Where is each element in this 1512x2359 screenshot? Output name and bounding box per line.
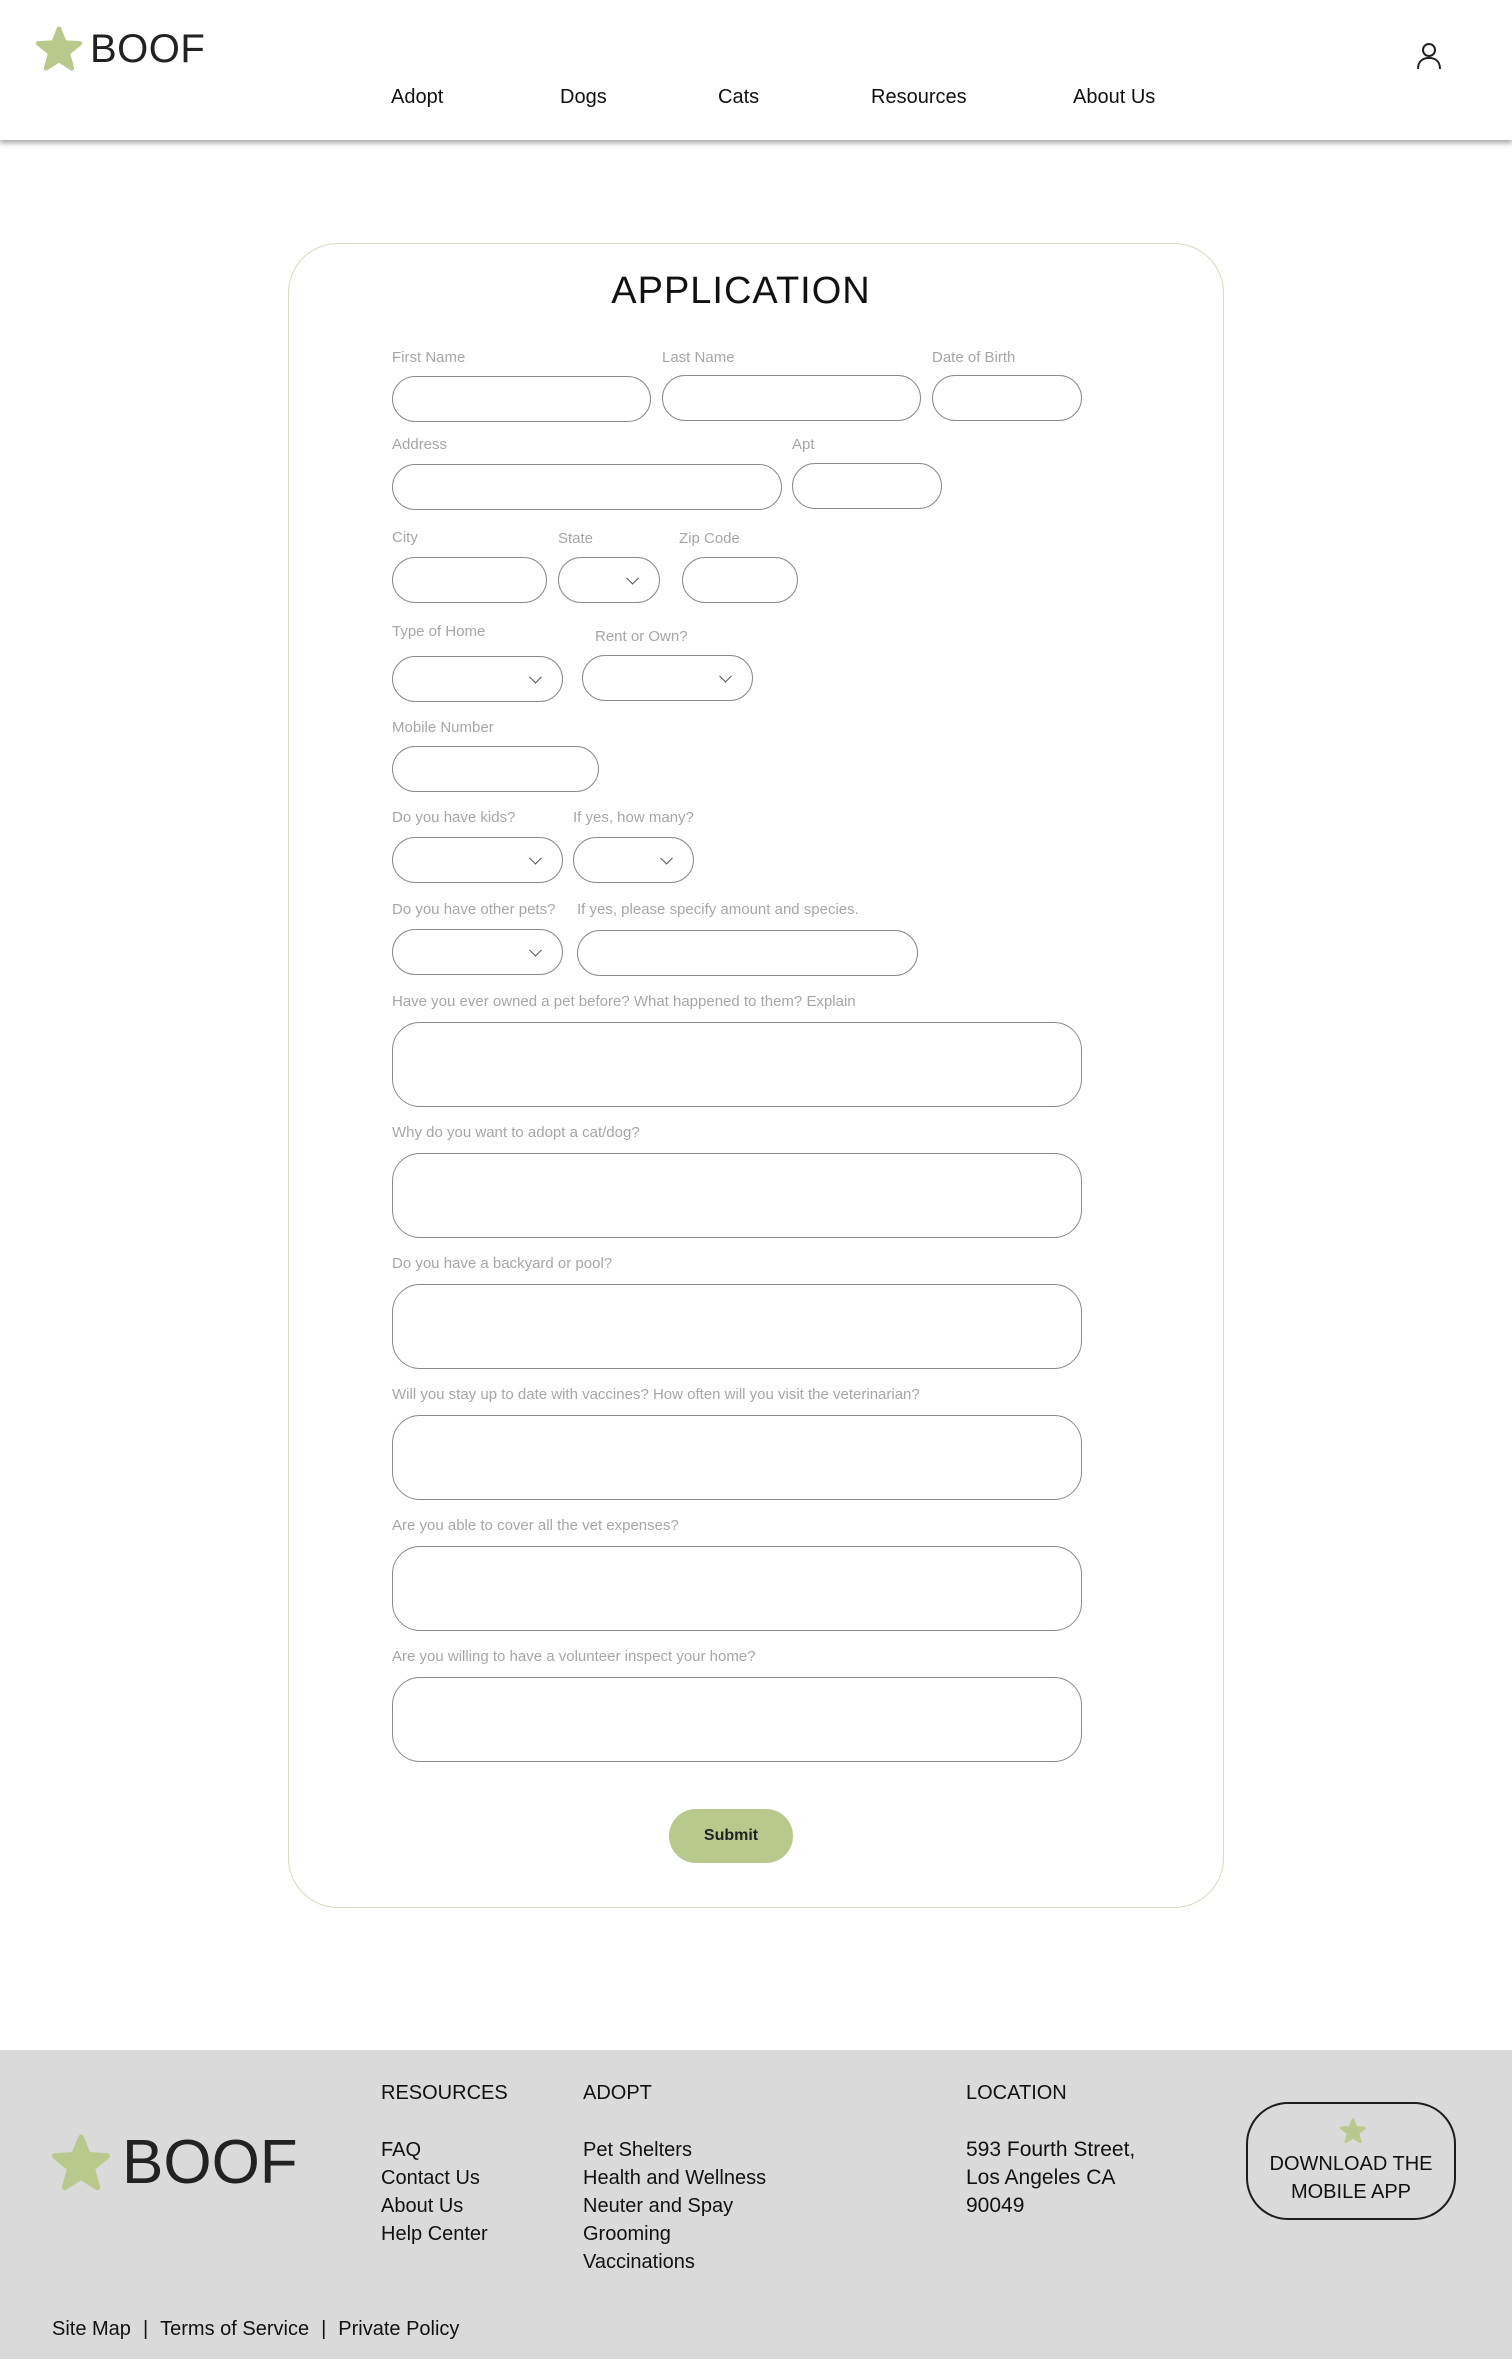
home-inspect-textarea[interactable] xyxy=(392,1677,1082,1762)
star-logo-icon xyxy=(36,26,82,72)
address-field[interactable] xyxy=(392,464,782,510)
nav-resources[interactable]: Resources xyxy=(871,86,967,108)
main-nav xyxy=(0,86,1512,116)
address-line: Los Angeles CA xyxy=(966,2166,1116,2189)
pets-label: Do you have other pets? xyxy=(392,901,556,918)
city-label: City xyxy=(392,529,418,546)
rent-own-label: Rent or Own? xyxy=(595,628,688,645)
site-footer xyxy=(0,2050,1512,2359)
footer-link-vaccinations[interactable]: Vaccinations xyxy=(583,2251,695,2273)
dob-field[interactable] xyxy=(932,375,1082,421)
kids-select[interactable] xyxy=(392,837,563,883)
terms-link[interactable]: Terms of Service xyxy=(160,2318,310,2340)
site-header xyxy=(0,0,1512,140)
footer-link-faq[interactable]: FAQ xyxy=(381,2139,422,2161)
divider: | xyxy=(321,2318,327,2340)
footer-logo[interactable] xyxy=(52,2128,298,2197)
vet-expenses-textarea[interactable] xyxy=(392,1546,1082,1631)
owned-pet-label: Have you ever owned a pet before? What happened to them? Explain xyxy=(392,993,856,1010)
page-title: APPLICATION xyxy=(611,270,871,312)
zip-field[interactable] xyxy=(682,557,798,603)
pets-specify-field[interactable] xyxy=(577,930,918,976)
vaccines-textarea[interactable] xyxy=(392,1415,1082,1500)
download-app-line2: MOBILE APP xyxy=(1290,2181,1412,2203)
footer-link-grooming[interactable]: Grooming xyxy=(583,2223,671,2245)
why-adopt-label: Why do you want to adopt a cat/dog? xyxy=(392,1124,640,1141)
footer-link-contact-us[interactable]: Contact Us xyxy=(381,2167,480,2189)
state-select[interactable] xyxy=(558,557,660,603)
first-name-label: First Name xyxy=(392,349,466,366)
footer-adopt-heading: ADOPT xyxy=(583,2082,652,2104)
star-logo-icon xyxy=(52,2134,110,2192)
chevron-down-icon xyxy=(626,572,639,585)
kids-count-label: If yes, how many? xyxy=(573,809,694,826)
home-type-label: Type of Home xyxy=(392,623,486,640)
nav-cats[interactable]: Cats xyxy=(718,86,760,108)
backyard-label: Do you have a backyard or pool? xyxy=(392,1255,613,1272)
footer-link-neuter-spay[interactable]: Neuter and Spay xyxy=(583,2195,734,2217)
mobile-field[interactable] xyxy=(392,746,599,792)
why-adopt-textarea[interactable] xyxy=(392,1153,1082,1238)
address-line: 593 Fourth Street, xyxy=(966,2138,1136,2161)
last-name-field[interactable] xyxy=(662,375,921,421)
chevron-down-icon xyxy=(660,852,673,865)
footer-brand-name: BOOF xyxy=(122,2128,298,2197)
download-app-button[interactable] xyxy=(1246,2102,1456,2220)
last-name-label: Last Name xyxy=(662,349,735,366)
nav-adopt[interactable]: Adopt xyxy=(391,86,444,108)
backyard-textarea[interactable] xyxy=(392,1284,1082,1369)
rent-own-select[interactable] xyxy=(582,655,753,701)
star-logo-icon xyxy=(1340,2118,1366,2144)
nav-dogs[interactable]: Dogs xyxy=(560,86,607,108)
footer-address xyxy=(966,2136,1135,2220)
address-label: Address xyxy=(392,436,448,453)
footer-location-heading: LOCATION xyxy=(966,2082,1067,2104)
chevron-down-icon xyxy=(719,670,732,683)
state-label: State xyxy=(558,530,594,547)
vaccines-label: Will you stay up to date with vaccines? How often will you visit the veterinarian? xyxy=(392,1386,920,1403)
chevron-down-icon xyxy=(529,671,542,684)
footer-adopt-list xyxy=(583,2136,766,2276)
divider: | xyxy=(142,2318,149,2340)
legal-links xyxy=(52,2318,459,2341)
footer-link-about-us[interactable]: About Us xyxy=(381,2195,464,2217)
mobile-label: Mobile Number xyxy=(392,719,494,736)
footer-link-health-wellness[interactable]: Health and Wellness xyxy=(583,2167,767,2189)
home-inspect-label: Are you willing to have a volunteer inspect your home? xyxy=(392,1648,756,1665)
owned-pet-textarea[interactable] xyxy=(392,1022,1082,1107)
city-field[interactable] xyxy=(392,557,547,603)
nav-about-us[interactable]: About Us xyxy=(1073,86,1156,108)
dob-label: Date of Birth xyxy=(932,349,1016,366)
address-line: 90049 xyxy=(966,2194,1025,2217)
apt-field[interactable] xyxy=(792,463,942,509)
vet-expenses-label: Are you able to cover all the vet expenses? xyxy=(392,1517,679,1534)
pets-select[interactable] xyxy=(392,929,563,975)
kids-count-select[interactable] xyxy=(573,837,694,883)
footer-resources-list xyxy=(381,2136,488,2248)
site-map-link[interactable]: Site Map xyxy=(52,2318,131,2340)
pets-specify-label: If yes, please specify amount and species. xyxy=(577,901,859,918)
kids-label: Do you have kids? xyxy=(392,809,516,826)
footer-link-help-center[interactable]: Help Center xyxy=(381,2223,488,2245)
apt-label: Apt xyxy=(792,436,815,453)
first-name-field[interactable] xyxy=(392,376,651,422)
chevron-down-icon xyxy=(529,852,542,865)
user-icon[interactable] xyxy=(1413,40,1445,72)
zip-label: Zip Code xyxy=(679,530,740,547)
submit-button[interactable]: Submit xyxy=(669,1809,793,1863)
footer-link-pet-shelters[interactable]: Pet Shelters xyxy=(583,2139,692,2161)
header-logo[interactable] xyxy=(36,26,205,72)
chevron-down-icon xyxy=(529,944,542,957)
download-app-line1: DOWNLOAD THE xyxy=(1269,2153,1433,2175)
brand-name: BOOF xyxy=(90,27,206,71)
download-app-label xyxy=(1248,2150,1454,2206)
footer-resources-heading: RESOURCES xyxy=(381,2082,508,2104)
privacy-link[interactable]: Private Policy xyxy=(338,2318,460,2340)
home-type-select[interactable] xyxy=(392,656,563,702)
